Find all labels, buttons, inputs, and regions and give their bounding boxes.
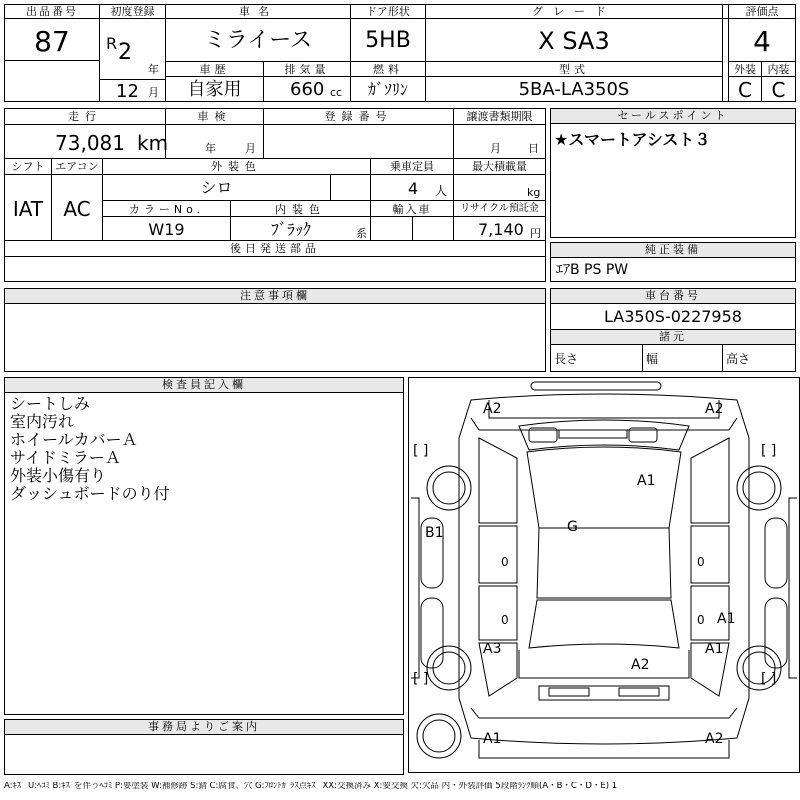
zero-mark: 0 xyxy=(697,555,705,569)
color-no-label: カラーNo. xyxy=(128,203,205,216)
inspector-line: サイドミラーＡ xyxy=(10,448,121,467)
car-damage-diagram xyxy=(408,377,800,773)
color-no-value: W19 xyxy=(148,220,185,239)
damage-front-left: A2 xyxy=(483,401,502,417)
zero-mark: 0 xyxy=(501,613,509,627)
exterior-grade: C xyxy=(738,78,752,102)
sales-point-value: ★スマートアシスト３ xyxy=(554,130,711,149)
damage-right-door: A1 xyxy=(717,611,736,627)
inspector-line: 室内汚れ xyxy=(10,412,75,431)
model-label: 型式 xyxy=(559,63,589,76)
bracket-left-rear: [ ] xyxy=(413,671,429,687)
bracket-left: [ ] xyxy=(413,443,429,459)
specs-label: 諸元 xyxy=(551,330,795,345)
capacity-value: 4 xyxy=(408,179,419,198)
chassis-label: 車台番号 xyxy=(551,289,795,304)
model-value: 5BA-LA350S xyxy=(518,79,630,100)
damage-left-rear: A3 xyxy=(483,641,502,657)
reg-no-label: 登録番号 xyxy=(324,110,393,123)
later-parts-label: 後日発送部品 xyxy=(230,242,320,255)
legend: A:ｷｽﾞ U:ﾍｺﾐ B:ｷｽﾞを伴うﾍｺﾐ P:要塗装 W:補修跡 S:錆 C:腐食、穴 G:ﾌﾛﾝﾄｶﾞﾗｽ点ｷｽﾞ XX:交換済み X:要交換 欠:欠品 内・外装評価 5段階ﾗﾝｸ順(A・B・C・D・E) 1 xyxy=(4,782,618,791)
transfer-day: 日 xyxy=(528,142,539,155)
chassis-number: LA350S-0227958 xyxy=(604,307,742,326)
mileage-label: 走行 xyxy=(68,110,102,123)
recycle-value: 7,140 xyxy=(478,220,524,239)
grade-label: グレード xyxy=(532,5,616,18)
exterior-label: 外装 xyxy=(734,63,756,76)
equipment-value: ｴｱB PS PW xyxy=(556,262,629,278)
color-value: シロ xyxy=(200,178,233,197)
equipment-label: 純正装備 xyxy=(551,243,795,258)
first-reg-label: 初度登録 xyxy=(110,5,155,18)
year-unit: 年 xyxy=(148,63,159,76)
mileage-unit: km xyxy=(137,131,169,155)
score-value: 4 xyxy=(753,25,771,58)
car-outline xyxy=(409,378,799,772)
spec-length: 長さ xyxy=(554,352,579,366)
damage-roof: G xyxy=(567,519,578,535)
shift-label: シフト xyxy=(11,160,45,173)
load-label: 最大積載量 xyxy=(472,160,527,173)
sales-point-label: セールスポイント xyxy=(551,109,795,124)
inspector-line: ホイールカバーＡ xyxy=(10,430,138,449)
displacement-label: 排気量 xyxy=(284,63,330,76)
interior-grade: C xyxy=(771,78,786,102)
interior-label: 内装 xyxy=(767,63,790,76)
damage-bottom-right: A2 xyxy=(705,731,724,747)
recycle-label: リサイクル預託金 xyxy=(460,203,539,214)
lot-number: 87 xyxy=(34,25,70,58)
displacement-unit: cc xyxy=(330,86,343,99)
inspector-label: 検査員記入欄 xyxy=(5,378,403,393)
recycle-unit: 円 xyxy=(530,227,541,240)
interior-color-unit: 系 xyxy=(356,227,367,240)
interior-color-value: ﾌﾞﾗｯｸ xyxy=(270,220,311,239)
load-unit: kg xyxy=(527,186,541,199)
notes-label: 注意事項欄 xyxy=(5,289,545,304)
transfer-label: 譲渡書類期限 xyxy=(466,110,533,123)
grade-value: X SA3 xyxy=(538,27,610,55)
damage-bottom-left: A1 xyxy=(483,731,502,747)
zero-mark: 0 xyxy=(697,613,705,627)
ac-value: AC xyxy=(63,197,91,221)
score-label: 評価点 xyxy=(745,5,779,18)
inspection-month-unit: 月 xyxy=(245,142,256,155)
interior-color-label: 内装色 xyxy=(275,203,326,216)
mileage-value: 73,081 xyxy=(55,131,125,155)
lot-label: 出品番号 xyxy=(26,5,78,18)
spec-width: 幅 xyxy=(646,352,659,366)
inspector-line: 外装小傷有り xyxy=(10,466,107,485)
capacity-label: 乗車定員 xyxy=(390,160,434,173)
spec-height: 高さ xyxy=(726,352,751,366)
car-name: ミライース xyxy=(203,28,313,53)
ac-label: エアコン xyxy=(55,160,99,173)
damage-front-right: A2 xyxy=(705,401,724,417)
era: R xyxy=(106,34,118,53)
import-label: 輸入車 xyxy=(392,203,432,216)
inspection-label: 車検 xyxy=(197,110,232,123)
displacement-value: 660 xyxy=(290,79,325,100)
shift-value: IAT xyxy=(12,197,44,221)
fuel-value: ｶﾞｿﾘﾝ xyxy=(367,80,408,99)
car-name-label: 車名 xyxy=(239,5,277,18)
bracket-right: [ ] xyxy=(761,443,777,459)
damage-right-quarter: A1 xyxy=(705,641,724,657)
office-label: 事務局よりご案内 xyxy=(5,720,403,735)
history-label: 車歴 xyxy=(199,63,230,76)
inspector-line: ダッシュボードのり付 xyxy=(10,484,170,503)
damage-hood: A1 xyxy=(637,473,656,489)
inspection-year-unit: 年 xyxy=(205,142,216,155)
zero-mark: 0 xyxy=(501,555,509,569)
door-label: ドア形状 xyxy=(366,5,410,18)
sales-point-block xyxy=(550,108,796,238)
capacity-unit: 人 xyxy=(435,184,448,198)
transfer-month: 月 xyxy=(490,142,501,155)
bracket-right-rear: [ ] xyxy=(761,671,777,687)
color-label: 外装色 xyxy=(211,160,262,173)
damage-left-side: B1 xyxy=(425,525,444,541)
reg-year: 2 xyxy=(118,40,132,65)
fuel-label: 燃料 xyxy=(373,63,403,76)
month-unit: 月 xyxy=(148,86,159,99)
inspector-line: シートしみ xyxy=(10,394,91,413)
history-value: 自家用 xyxy=(187,79,242,100)
reg-month: 12 xyxy=(116,81,139,102)
damage-rear: A2 xyxy=(631,657,650,673)
door-type: 5HB xyxy=(365,28,411,53)
